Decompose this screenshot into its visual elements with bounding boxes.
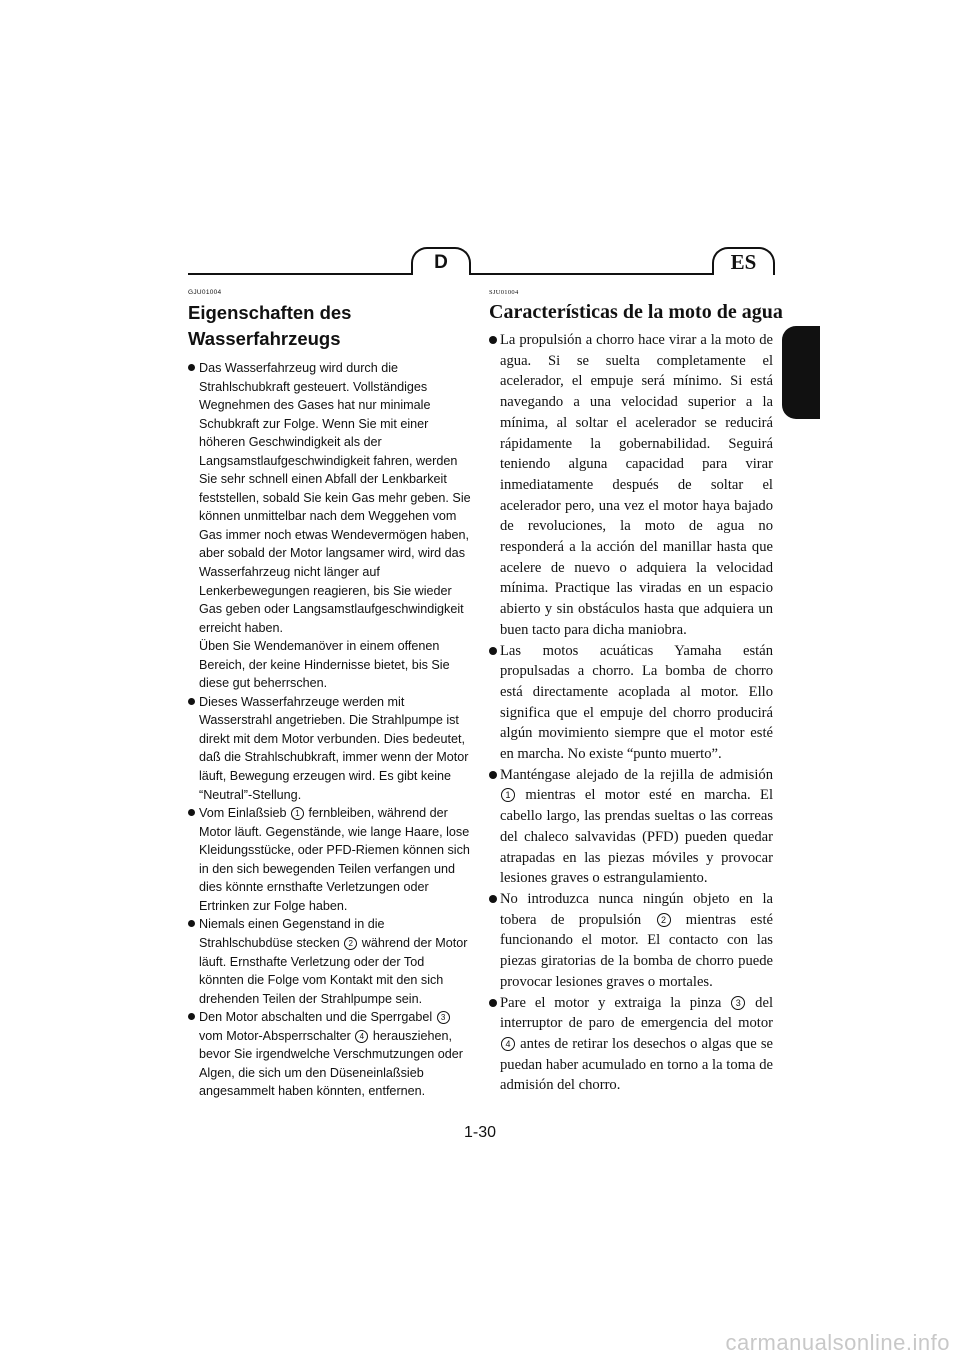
bullet-icon bbox=[188, 809, 195, 816]
callout-number-icon: 1 bbox=[501, 788, 515, 802]
list-item-text: La propulsión a chorro hace virar a la moto de agua. Si se suelta completamente el acelerador, el empuje será mínimo. Si está navegando a una velocidad superior a la mínima, al soltar el acelerador se reducirá rápidamente la gobernabilidad. Seguirá teniendo alguna capacidad para virar inmediatamente después de soltar el acelerador pero, una vez el motor haya bajado de revoluciones, la moto de agua no responderá a la acción del manillar hasta que acelere de nuevo o adquiera la velocidad mínima. Practique las viradas en un espacio abierto y sin obstáculos hasta que adquiera un buen tacto para dicha maniobra. bbox=[500, 332, 773, 638]
list-item-text: Pare el motor y extraiga la pinza bbox=[500, 994, 722, 1011]
watermark: carmanualsonline.info bbox=[725, 1330, 950, 1355]
list-item-text: herausziehen, bevor Sie irgendwelche Verschmutzungen oder Algen, die sich um den Düseneinlaßsieb angesammelt haben könnten, entfernen. bbox=[199, 1028, 463, 1099]
list-item bbox=[489, 993, 773, 1097]
list-item-text: Üben Sie Wendemanöver in einem offenen Bereich, der keine Hindernisse bietet, bis Sie diese gut beherrschen. bbox=[199, 639, 450, 691]
callout-number-icon: 4 bbox=[501, 1037, 515, 1051]
list-item-text: del interruptor de paro de emergencia del motor bbox=[500, 994, 774, 1032]
list-item bbox=[188, 915, 472, 1008]
bullet-list bbox=[188, 359, 472, 1101]
callout-number-icon: 1 bbox=[291, 807, 304, 820]
section-title: Características de la moto de agua bbox=[489, 301, 783, 323]
bullet-icon bbox=[489, 895, 497, 903]
bullet-icon bbox=[489, 999, 497, 1007]
bullet-icon bbox=[188, 920, 195, 927]
section-code: SJU01004 bbox=[489, 289, 519, 296]
list-item bbox=[188, 1008, 472, 1101]
header-rule bbox=[188, 273, 775, 275]
list-item bbox=[188, 693, 472, 804]
list-item-text: Las motos acuáticas Yamaha están propulsadas a chorro. La bomba de chorro está directamente acoplada al motor. Ello significa que el empuje del chorro producirá algún movimiento siempre que el motor esté en marcha. No existe “punto muerto”. bbox=[500, 642, 773, 763]
list-item bbox=[489, 641, 773, 765]
section-code: GJU01004 bbox=[188, 289, 222, 296]
spanish-column bbox=[489, 289, 783, 1096]
bullet-icon bbox=[188, 1013, 195, 1020]
bullet-icon bbox=[489, 336, 497, 344]
list-item-text: Das Wasserfahrzeug wird durch die Strahlschubkraft gesteuert. Vollständiges Wegnehmen des Gases hat nur minimale Schubkraft zur Folge. Wenn Sie mit einer höheren Geschwindigkeit als der Langsamstlaufgeschwindigkeit fahren, werden Sie sehr schnell einen Abfall der Lenkbarkeit feststellen, sobald Sie kein Gas mehr geben. Sie können unmittelbar nach dem Weggehen vom Gas immer noch etwas Wendevermögen haben, aber sobald der Motor langsamer wird, wird das Wasserfahrzeug nicht länger auf Lenkerbewegungen reagieren, bis Sie wieder Gas geben oder Langsamstlaufgeschwindigkeit erreicht haben. bbox=[199, 361, 471, 635]
bullet-list bbox=[489, 330, 773, 1096]
list-item bbox=[489, 330, 773, 641]
list-item-text: antes de retirar los desechos o algas que se puedan haber acumulado en torno a la toma de admisión del chorro. bbox=[500, 1035, 773, 1094]
section-side-tab bbox=[782, 326, 820, 419]
list-item-text: Manténgase alejado de la rejilla de admisión bbox=[500, 766, 773, 783]
list-item-text: während der Motor läuft. Ernsthafte Verletzung oder der Tod könnten die Folge vom Kontakt mit den sich drehenden Teilen der Strahlpumpe sein. bbox=[199, 935, 468, 1006]
page-number: 1-30 bbox=[463, 1124, 497, 1141]
list-item-text: Dieses Wasserfahrzeuge werden mit Wasserstrahl angetrieben. Die Strahlpumpe ist direkt mit dem Motor verbunden. Dies bedeutet, daß die Strahlschubkraft, immer wenn der Motor läuft, Bewegung erzeugen wird. Es gibt keine “Neutral”-Stellung. bbox=[199, 694, 469, 802]
bullet-icon bbox=[489, 647, 497, 655]
list-item-text: No introduzca nunca ningún objeto en la tobera de propulsión bbox=[500, 890, 773, 928]
bullet-icon bbox=[489, 771, 497, 779]
bullet-icon bbox=[188, 698, 195, 705]
section-title: Eigenschaften des Wasserfahrzeugs bbox=[188, 302, 352, 349]
callout-number-icon: 2 bbox=[657, 913, 671, 927]
language-badge-es: ES bbox=[712, 247, 775, 275]
list-item-text: mientras esté funcionando el motor. El contacto con las piezas giratorias de la bomba de chorro puede provocar lesiones graves o mortales. bbox=[500, 911, 773, 990]
list-item-text: mientras el motor esté en marcha. El cabello largo, las prendas sueltas o las correas del chaleco salvavidas (PFD) pueden quedar atrapadas en las piezas móviles y provocar lesiones graves o estrangulamiento. bbox=[500, 787, 773, 887]
list-item bbox=[489, 765, 773, 889]
list-item-text: Den Motor abschalten und die Sperrgabel bbox=[199, 1010, 433, 1025]
callout-number-icon: 3 bbox=[437, 1011, 450, 1024]
list-item bbox=[188, 359, 472, 693]
callout-number-icon: 4 bbox=[355, 1030, 368, 1043]
bullet-icon bbox=[188, 364, 195, 371]
callout-number-icon: 3 bbox=[731, 996, 745, 1010]
list-item bbox=[489, 889, 773, 993]
list-item-text: fernbleiben, während der Motor läuft. Gegenstände, wie lange Haare, lose Kleidungsstücke, oder PFD-Riemen können sich in den sich bewegenden Teilen verfangen und dies könnte ernsthafte Verletzungen oder Ertrinken zur Folge haben. bbox=[199, 806, 470, 913]
german-column bbox=[188, 289, 472, 1101]
list-item-text: Niemals einen Gegenstand in die Strahlschubdüse stecken bbox=[199, 917, 385, 950]
list-item-text: vom Motor-Absperrschalter bbox=[199, 1028, 351, 1043]
language-badge-de: D bbox=[411, 247, 471, 275]
list-item bbox=[188, 804, 472, 915]
list-item-text: Vom Einlaßsieb bbox=[199, 806, 287, 821]
callout-number-icon: 2 bbox=[344, 937, 357, 950]
